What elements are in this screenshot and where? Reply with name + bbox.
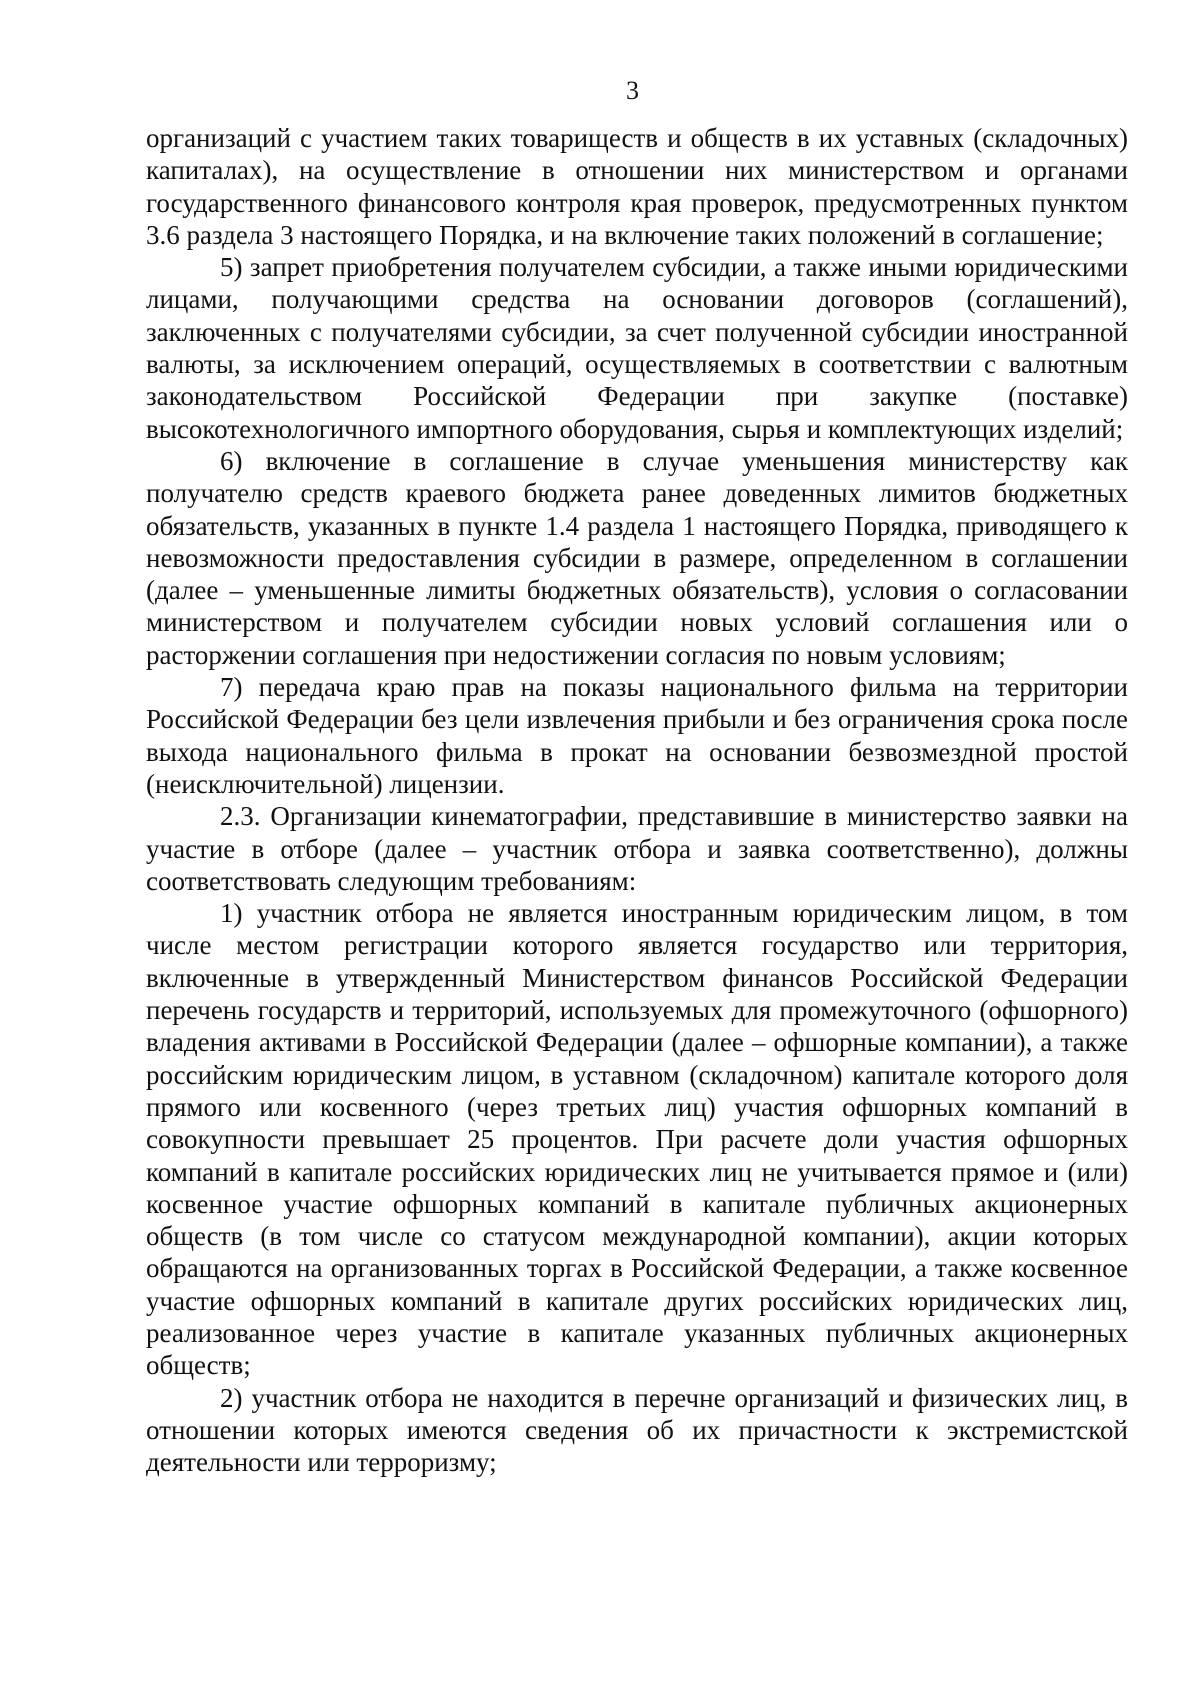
paragraph-item-5: 5) запрет приобретения получателем субсидии, а также иными юридическими лицами, получающими средства на основании договоров (соглашений), заключенных с получателями субсидии, за счет полученной субсидии иностранной валюты, за исключением операций, осуществляемых в соответствии с валютным законодательством Российской Федерации при закупке (поставке) высокотехнологичного импортного оборудования, сырья и комплектующих изделий; <box>146 252 1128 444</box>
page-number: 3 <box>626 76 639 105</box>
paragraph-continuation: организаций с участием таких товариществ и обществ в их уставных (складочных) капиталах), на осуществление в отношении них министерством и органами государственного финансового контроля края проверок, предусмотренных пунктом 3.6 раздела 3 настоящего Порядка, и на включение таких положений в соглашение; <box>146 123 1128 250</box>
paragraph-requirement-1: 1) участник отбора не является иностранным юридическим лицом, в том числе местом регистрации которого является государство или территория, включенные в утвержденный Министерством финансов Российской Федерации перечень государств и территорий, используемых для промежуточного (офшорного) владения активами в Российской Федерации (далее – офшорные компании), а также российским юридическим лицом, в уставном (складочном) капитале которого доля прямого или косвенного (через третьих лиц) участия офшорных компаний в совокупности превышает 25 процентов. При расчете доли участия офшорных компаний в капитале российских юридических лиц не учитывается прямое и (или) косвенное участие офшорных компаний в капитале публичных акционерных обществ (в том числе со статусом международной компании), акции которых обращаются на организованных торгах в Российской Федерации, а также косвенное участие офшорных компаний в капитале других российских юридических лиц, реализованное через участие в капитале указанных публичных акционерных обществ; <box>146 898 1128 1381</box>
paragraph-section-2-3: 2.3. Организации кинематографии, представившие в министерство заявки на участие в отборе (далее – участник отбора и заявка соответственно), должны соответствовать следующим требованиям: <box>146 801 1128 896</box>
document-body <box>146 122 1128 1478</box>
paragraph-item-6: 6) включение в соглашение в случае уменьшения министерству как получателю средств краевого бюджета ранее доведенных лимитов бюджетных обязательств, указанных в пункте 1.4 раздела 1 настоящего Порядка, приводящего к невозможности предоставления субсидии в размере, определенном в соглашении (далее – уменьшенные лимиты бюджетных обязательств), условия о согласовании министерством и получателем субсидии новых условий соглашения или о расторжении соглашения при недостижении согласия по новым условиям; <box>146 445 1128 670</box>
paragraph-item-7: 7) передача краю прав на показы национального фильма на территории Российской Федерации без цели извлечения прибыли и без ограничения срока после выхода национального фильма в прокат на основании безвозмездной простой (неисключительной) лицензии. <box>146 672 1128 799</box>
paragraph-requirement-2: 2) участник отбора не находится в перечне организаций и физических лиц, в отношении которых имеются сведения об их причастности к экстремистской деятельности или терроризму; <box>146 1382 1128 1478</box>
